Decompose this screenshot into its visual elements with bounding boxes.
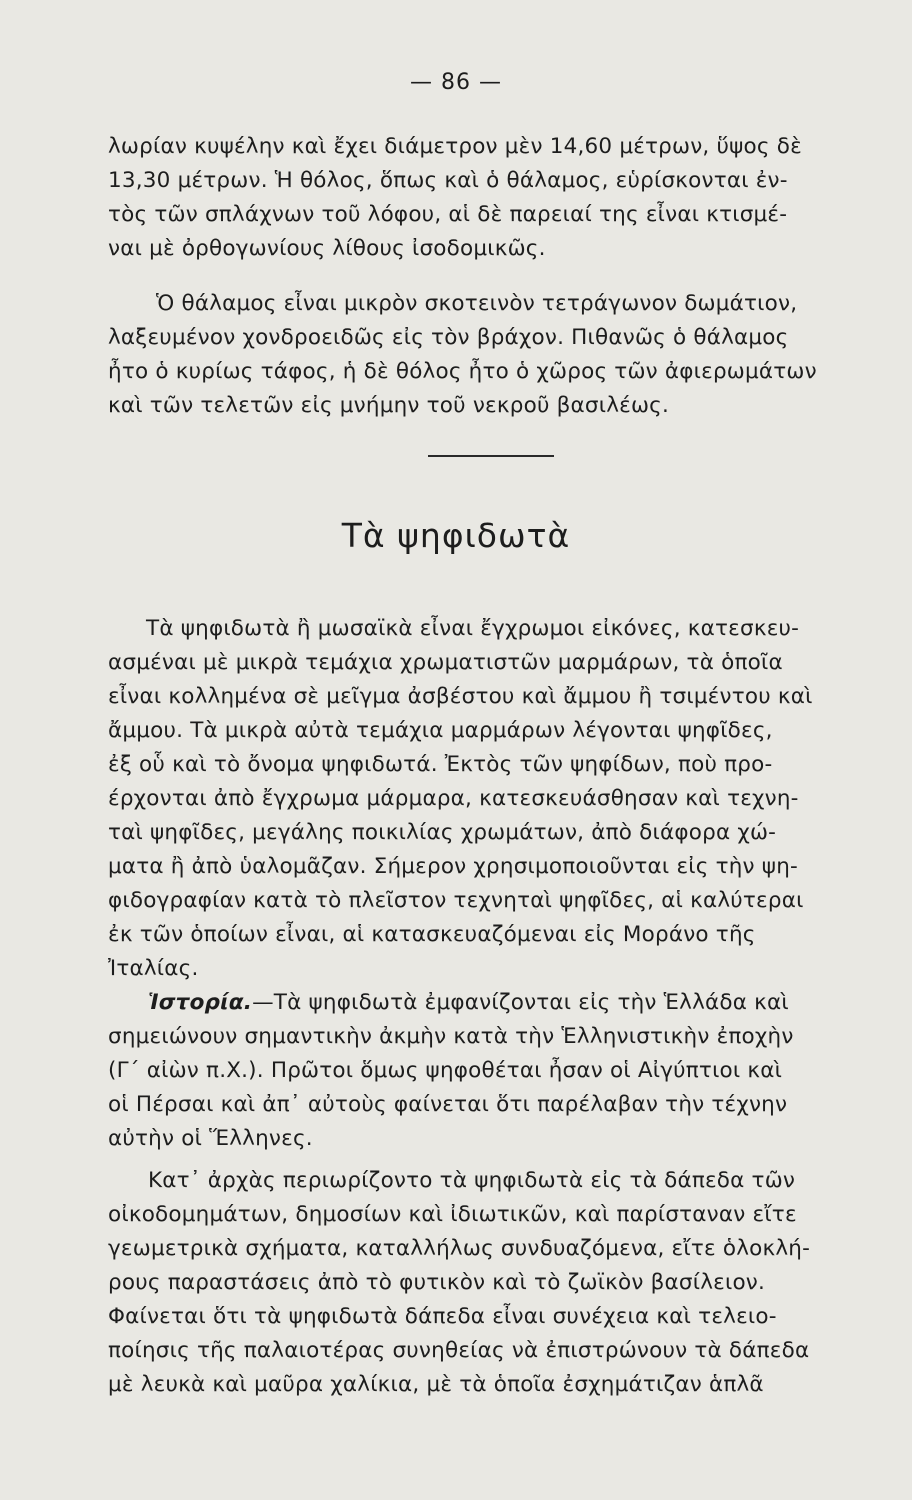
text-line: έρχονται ἀπὸ ἔγχρωμα μάρμαρα, κατεσκευάσθησαν καὶ τεχνη-	[108, 786, 799, 811]
text-line: τὸς τῶν σπλάχνων τοῦ λόφου, αἱ δὲ παρειαί της εἶναι κτισμέ-	[108, 202, 788, 227]
history-lead: Ἱστορία.	[148, 990, 253, 1015]
text-line: οἱ Πέρσαι καὶ ἀπ᾽ αὐτοὺς φαίνεται ὅτι παρέλαβαν τὴν τέχνην	[108, 1092, 788, 1117]
text-line: λωρίαν κυψέλην καὶ ἔχει διάμετρον μὲν 14,60 μέτρων, ὕψος δὲ	[108, 134, 802, 159]
section-title: Τὰ ψηφιδωτὰ	[341, 516, 571, 555]
text-line: ἦτο ὁ κυρίως τάφος, ἡ δὲ θόλος ἦτο ὁ χῶρος τῶν ἀφιερωμάτων	[108, 359, 817, 384]
text-line: 13,30 μέτρων. Ἡ θόλος, ὅπως καὶ ὁ θάλαμος, εὑρίσκονται ἐν-	[108, 168, 788, 193]
text-line: ἄμμου. Τὰ μικρὰ αὐτὰ τεμάχια μαρμάρων λέγονται ψηφῖδες,	[108, 718, 773, 743]
text-line: ἐκ τῶν ὁποίων εἶναι, αἱ κατασκευαζόμεναι εἰς Μοράνο τῆς	[108, 922, 756, 947]
text-line: φιδογραφίαν κατὰ τὸ πλεῖστον τεχνηταὶ ψηφῖδες, αἱ καλύτεραι	[108, 888, 804, 913]
text-line: ἐξ οὗ καὶ τὸ ὄνομα ψηφιδωτά. Ἐκτὸς τῶν ψηφίδων, ποὺ προ-	[108, 752, 773, 777]
text-line: ταὶ ψηφῖδες, μεγάλης ποικιλίας χρωμάτων, ἀπὸ διάφορα χώ-	[108, 820, 777, 845]
text-line: εἶναι κολλημένα σὲ μεῖγμα ἀσβέστου καὶ ἄμμου ἢ τσιμέντου καὶ	[108, 684, 813, 709]
text-line: Κατ᾽ ἀρχὰς περιωρίζοντο τὰ ψηφιδωτὰ εἰς τὰ δάπεδα τῶν	[148, 1168, 796, 1193]
text-line: ρους παραστάσεις ἀπὸ τὸ φυτικὸν καὶ τὸ ζωϊκὸν βασίλειον.	[108, 1270, 766, 1295]
paragraph-history	[108, 986, 898, 1156]
text-line: Τὰ ψηφιδωτὰ ἢ μωσαϊκὰ εἶναι ἔγχρωμοι εἰκόνες, κατεσκευ-	[146, 616, 800, 641]
text-line: ματα ἢ ἀπὸ ὑαλομᾶζαν. Σήμερον χρησιμοποιοῦνται εἰς τὴν ψη-	[108, 854, 798, 879]
paragraph-mosaics-definition	[108, 612, 898, 986]
text-line: ναι μὲ ὀρθογωνίους λίθους ἰσοδομικῶς.	[108, 236, 546, 261]
text-line: μὲ λευκὰ καὶ μαῦρα χαλίκια, μὲ τὰ ὁποῖα ἐσχημάτιζαν ἁπλᾶ	[108, 1372, 764, 1397]
text-line: Ὁ θάλαμος εἶναι μικρὸν σκοτεινὸν τετράγωνον δωμάτιον,	[156, 291, 798, 316]
text-line: Ἰταλίας.	[108, 956, 199, 981]
text-line: Φαίνεται ὅτι τὰ ψηφιδωτὰ δάπεδα εἶναι συνέχεια καὶ τελειο-	[108, 1304, 777, 1329]
text-line: λαξευμένον χονδροειδῶς εἰς τὸν βράχον. Πιθανῶς ὁ θάλαμος	[108, 325, 789, 350]
text-line: καὶ τῶν τελετῶν εἰς μνήμην τοῦ νεκροῦ βασιλέως.	[108, 393, 670, 418]
paragraph-chamber	[108, 287, 898, 423]
history-first-line: —Τὰ ψηφιδωτὰ ἐμφανίζονται εἰς τὴν Ἑλλάδα καὶ	[252, 990, 789, 1015]
text-line: (Γ΄ αἰὼν π.Χ.). Πρῶτοι ὅμως ψηφοθέται ἦσαν οἱ Αἰγύπτιοι καὶ	[108, 1058, 783, 1083]
text-line: γεωμετρικὰ σχήματα, καταλλήλως συνδυαζόμενα, εἴτε ὁλοκλή-	[108, 1236, 811, 1261]
section-divider	[428, 455, 554, 457]
page-number: — 86 —	[410, 70, 502, 95]
text-line: σημειώνουν σημαντικὴν ἀκμὴν κατὰ τὴν Ἑλληνιστικὴν ἐποχὴν	[108, 1024, 794, 1049]
paragraph-floor-mosaics	[108, 1164, 898, 1402]
text-line: οἰκοδομημάτων, δημοσίων καὶ ἰδιωτικῶν, καὶ παρίσταναν εἴτε	[108, 1202, 797, 1227]
text-line: ασμέναι μὲ μικρὰ τεμάχια χρωματιστῶν μαρμάρων, τὰ ὁποῖα	[108, 650, 783, 675]
text-line	[108, 986, 898, 1020]
text-line: ποίησις τῆς παλαιοτέρας συνηθείας νὰ ἐπιστρώνουν τὰ δάπεδα	[108, 1338, 810, 1363]
paragraph-tomb-dimensions	[108, 130, 898, 266]
text-line: αὐτὴν οἱ Ἕλληνες.	[108, 1126, 313, 1151]
